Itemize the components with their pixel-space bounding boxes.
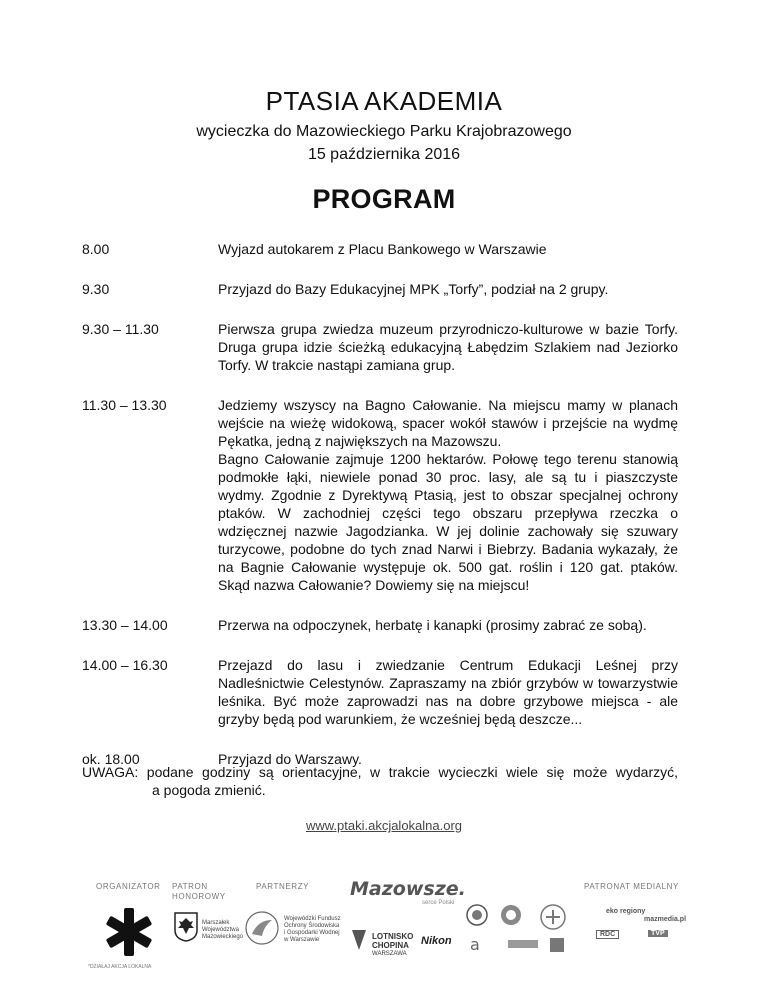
partners-label: PARTNERZY: [256, 882, 310, 891]
fund-text: [284, 916, 341, 944]
schedule-row: [82, 280, 678, 298]
schedule-desc: Przyjazd do Warszawy.: [218, 751, 362, 767]
svg-text:a: a: [470, 936, 480, 952]
media-rdc: RDC: [596, 930, 619, 939]
schedule-time: 13.30 – 14.00: [82, 617, 168, 633]
organizer-label: ORGANIZATOR: [96, 882, 161, 891]
schedule-row: [82, 616, 678, 634]
schedule-time: 8.00: [82, 241, 110, 257]
schedule-desc: Wyjazd autokarem z Placu Bankowego w Warszawie: [218, 241, 547, 257]
patron-label-line: PATRON: [172, 882, 208, 891]
schedule-time: 9.30 – 11.30: [82, 321, 159, 337]
schedule-desc: Jedziemy wszyscy na Bagno Całowanie. Na miejscu mamy w planach wejście na wieżę widokową, spacer wokół stawów i przejście na wydmę Pękatka, jedną z największych na Mazowszu.: [218, 397, 678, 449]
schedule-row: [82, 396, 678, 594]
partner-badge-icon: [540, 904, 566, 930]
partner-emblem-icon: [466, 904, 488, 926]
organizer-caption: *DZIAŁAJ AKCJA LOKALNA: [88, 964, 152, 970]
marshal-line: Województwa: [202, 927, 239, 933]
schedule-desc: Pierwsza grupa zwiedza muzeum przyrodniczo-kulturowe w bazie Torfy. Druga grupa idzie ścieżką edukacyjną Łabędzim Szlakiem nad Jeziorko Torfy. W trakcie nastąpi zamiana grup.: [218, 321, 678, 373]
marshal-line: Marszałek: [202, 920, 230, 926]
schedule-time: 9.30: [82, 281, 110, 297]
fund-line: w Warszawie: [284, 937, 320, 943]
schedule: [82, 240, 678, 768]
schedule-time: 14.00 – 16.30: [82, 657, 168, 673]
sponsor-footer: [0, 878, 768, 978]
event-date: 15 października 2016: [307, 146, 461, 163]
media-mazmedia: mazmedia.pl: [644, 916, 687, 923]
airport-line: CHOPINA: [372, 941, 409, 950]
airport-line: WARSZAWA: [372, 951, 407, 957]
akcja-lokalna-logo-icon: [103, 906, 155, 958]
schedule-desc: Przerwa na odpoczynek, herbatę i kanapki (prosimy zabrać ze sobą).: [218, 617, 647, 633]
schedule-desc-block: [218, 396, 678, 594]
marshal-line: Mazowieckiego: [202, 934, 244, 940]
schedule-time: ok. 18.00: [82, 751, 140, 767]
partner-a-icon: [468, 936, 492, 952]
airport-text: [372, 932, 413, 959]
airport-line: LOTNISKO: [372, 932, 414, 941]
marshal-text: [202, 920, 243, 941]
fund-line: i Gospodarki Wodnej: [284, 930, 340, 936]
website-link[interactable]: www.ptaki.akcjalokalna.org: [305, 818, 463, 833]
page-title: PTASIA AKADEMIA: [265, 86, 503, 116]
media-tvp: TVP: [648, 930, 668, 937]
subtitle: wycieczka do Mazowieckiego Parku Krajobrazowego: [196, 123, 572, 140]
note: [82, 763, 678, 799]
coat-of-arms-icon: [174, 912, 198, 942]
fund-line: Wojewódzki Fundusz: [284, 916, 341, 922]
airport-logo-icon: [350, 928, 368, 952]
partner-seal-icon: [500, 904, 522, 926]
note-line-2: a pogoda zmienić.: [152, 782, 266, 798]
patron-label: [172, 882, 226, 902]
schedule-desc: Przejazd do lasu i zwiedzanie Centrum Edukacji Leśnej przy Nadleśnictwie Celestynów. Zapraszamy na zbiór grzybów w towarzystwie leśnika. Być może zaprowadzi nas na dobre grzybowe miejsca - ale grzyby będą pod warunkiem, że wcześniej będą deszcze...: [218, 657, 678, 727]
patron-label-line: HONOROWY: [172, 892, 226, 901]
program-heading: PROGRAM: [312, 184, 456, 214]
wfos-logo-icon: [244, 910, 280, 946]
nikon-logo: Nikon: [421, 935, 452, 947]
mazowsze-logo: Mazowsze.: [350, 878, 466, 900]
note-line-1: UWAGA: podane godziny są orientacyjne, w trakcie wycieczki wiele się może wydarzyć,: [82, 764, 678, 780]
schedule-row: [82, 240, 678, 258]
mazowsze-tagline: serce Polski: [422, 900, 455, 906]
schedule-row: [82, 320, 678, 374]
subtitle-block: [0, 120, 768, 166]
schedule-desc: Przyjazd do Bazy Edukacyjnej MPK „Torfy”, podział na 2 grupy.: [218, 281, 609, 297]
schedule-desc-extra: Bagno Całowanie zajmuje 1200 hektarów. Połowę tego terenu stanowią podmokłe łąki, niewiele ponad 30 proc. lasy, ale są tu i piaszczyste wydmy. Zgodnie z Dyrektywą Ptasią, jest to obszar specjalnej ochrony ptaków. W zachodniej części tego obszaru przepływa rzeczka o wdzięcznej nazwie Jagodzianka. W jej dolinie zachowały się szuwary turzycowe, podobne do tych znad Narwi i Biebrzy. Badania wykazały, że na Bagnie Całowanie występuje ok. 500 gat. roślin i 120 gat. ptaków. Skąd nazwa Całowanie? Dowiemy się na miejscu!: [218, 451, 678, 593]
media-ekoregiony: eko regiony: [606, 908, 646, 915]
partner-crest-icon: [548, 936, 566, 954]
schedule-row: [82, 656, 678, 728]
fund-line: Ochrony Środowiska: [284, 923, 340, 929]
partner-wfo-icon: [508, 938, 538, 950]
schedule-time: 11.30 – 13.30: [82, 397, 167, 413]
media-label: PATRONAT MEDIALNY: [584, 882, 679, 891]
